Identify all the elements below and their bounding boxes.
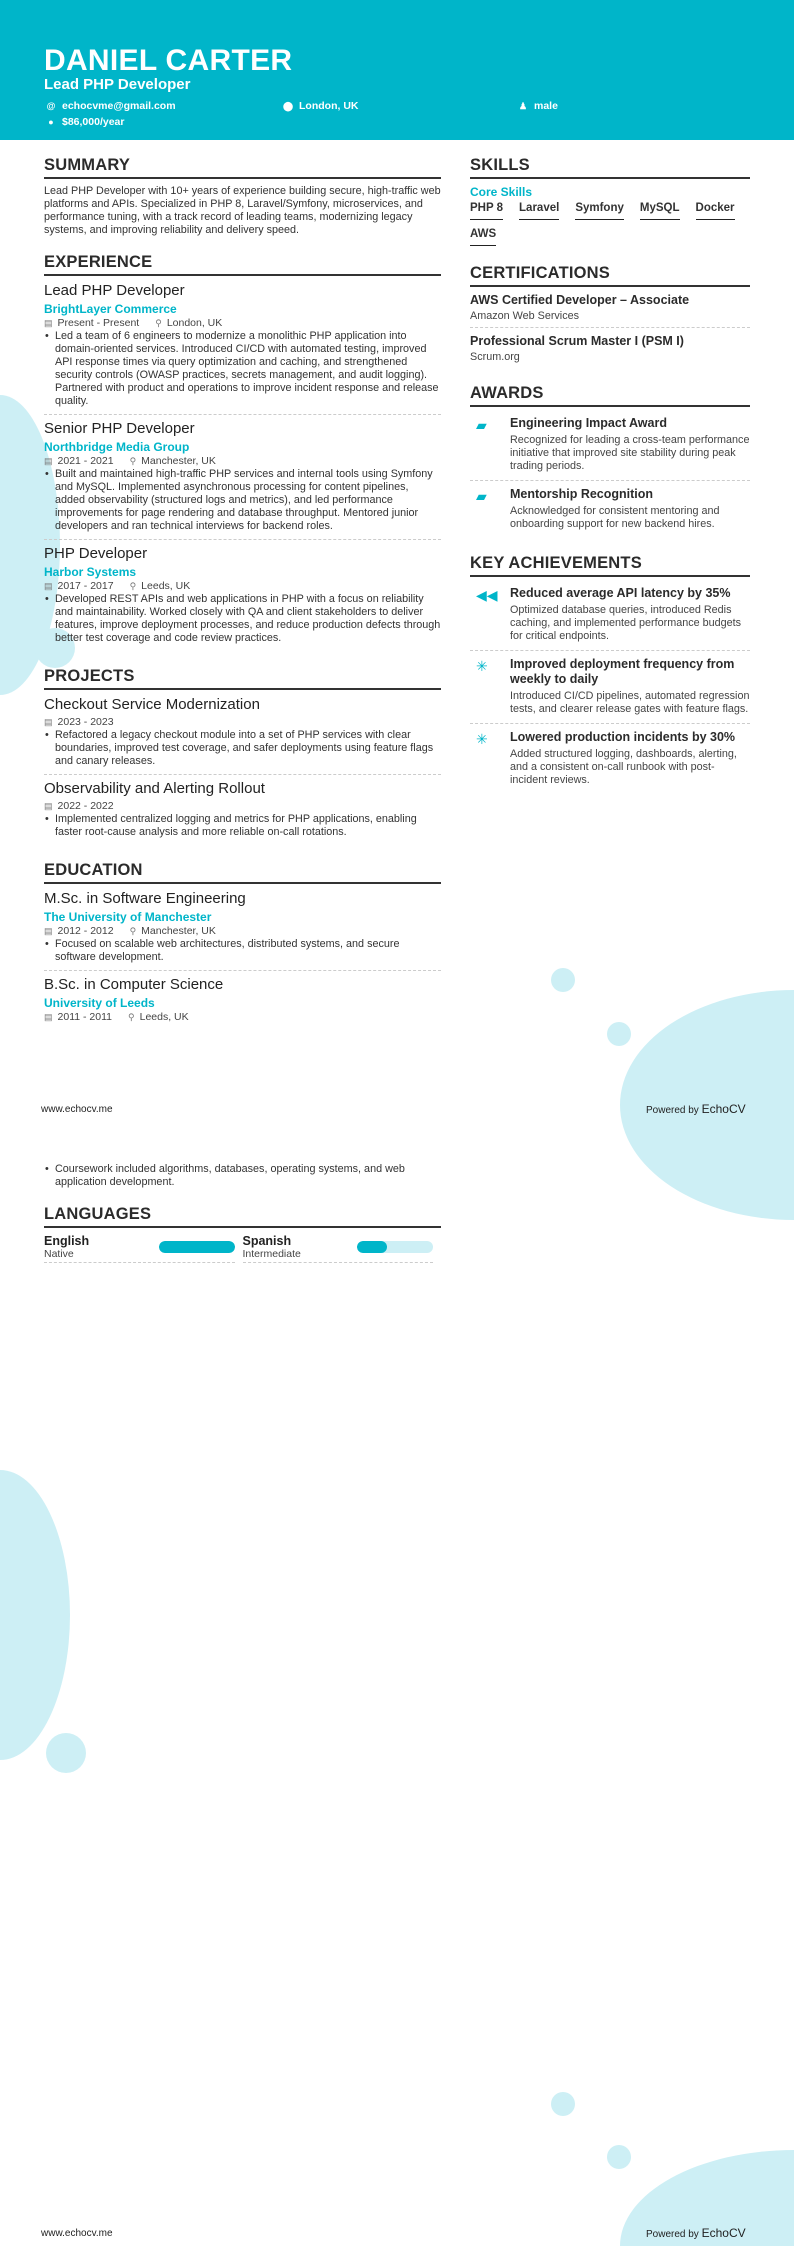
- proficiency-fill: [357, 1241, 387, 1253]
- language-item: [243, 1234, 434, 1263]
- skill-chip: AWS: [470, 228, 496, 246]
- job-title: Senior PHP Developer: [44, 420, 195, 437]
- languages-list: [44, 1234, 441, 1263]
- calendar-icon: ▤: [44, 581, 53, 591]
- decor-shape: [46, 1733, 86, 1773]
- location-pin-icon: ⬤: [283, 100, 294, 111]
- project-item: [44, 780, 441, 845]
- sparkle-icon: ✳: [476, 731, 488, 747]
- proficiency-bar: [159, 1241, 235, 1253]
- company: Northbridge Media Group: [44, 440, 190, 454]
- section-heading: CERTIFICATIONS: [470, 264, 750, 287]
- achievement-title: Improved deployment frequency from weekly to daily: [510, 657, 735, 686]
- section-heading: SUMMARY: [44, 156, 441, 179]
- contact-salary: ● $86,000/year: [46, 116, 124, 128]
- awards-section: [470, 384, 750, 538]
- school: The University of Manchester: [44, 910, 212, 924]
- bullet: • Coursework included algorithms, databases, operating systems, and web application development.: [44, 1163, 441, 1189]
- cert-name: AWS Certified Developer – Associate: [470, 293, 690, 307]
- proficiency-fill: [159, 1241, 235, 1253]
- footer-powered: Powered by EchoCV: [646, 2226, 746, 2240]
- skill-chip: MySQL: [640, 202, 680, 220]
- dates: 2012 - 2012: [57, 925, 114, 937]
- calendar-icon: ▤: [44, 717, 53, 727]
- location: Leeds, UK: [139, 1011, 189, 1023]
- decor-shape: [607, 2145, 631, 2169]
- contact-location: ⬤ London, UK: [283, 100, 359, 112]
- dates: 2022 - 2022: [57, 800, 114, 812]
- skills-section: [470, 156, 750, 246]
- dates: 2017 - 2017: [57, 580, 114, 592]
- education-item: [44, 890, 441, 971]
- degree: M.Sc. in Software Engineering: [44, 890, 246, 907]
- money-icon: ●: [48, 117, 54, 127]
- section-heading: SKILLS: [470, 156, 750, 179]
- dates: 2011 - 2011: [57, 1011, 113, 1023]
- bullet: • Refactored a legacy checkout module into a set of PHP services with clear boundaries, improved test coverage, and safer deployments using feature flags and canary releases.: [44, 729, 441, 768]
- project-item: [44, 696, 441, 775]
- location: Leeds, UK: [141, 580, 191, 592]
- section-heading: PROJECTS: [44, 667, 441, 690]
- proficiency-bar: [357, 1241, 433, 1253]
- footer-site[interactable]: www.echocv.me: [41, 1104, 113, 1115]
- bullet: • Focused on scalable web architectures, distributed systems, and secure software development.: [44, 938, 441, 964]
- language-level: Native: [44, 1248, 74, 1260]
- location: Manchester, UK: [141, 925, 216, 937]
- achievement-desc: Introduced CI/CD pipelines, automated regression tests, and clearer release gates with feature flags.: [510, 690, 750, 715]
- education-section: [44, 861, 441, 1030]
- rewind-icon: ◀◀: [476, 587, 498, 603]
- summary-section: [44, 156, 441, 237]
- footer-powered: Powered by EchoCV: [646, 1102, 746, 1116]
- language-item: [44, 1234, 235, 1263]
- location-pin-icon: ⚲: [129, 456, 137, 466]
- company: Harbor Systems: [44, 565, 137, 579]
- candidate-name: DANIEL CARTER: [44, 44, 293, 77]
- dates: 2021 - 2021: [57, 455, 114, 467]
- brand: EchoCV: [701, 2226, 746, 2240]
- candidate-title: Lead PHP Developer: [44, 76, 191, 93]
- award-title: Mentorship Recognition: [510, 487, 654, 501]
- location-pin-icon: ⚲: [129, 926, 137, 936]
- page2-left: [44, 1163, 441, 1263]
- award-title: Engineering Impact Award: [510, 416, 667, 430]
- contact-gender: ♟ male: [518, 100, 558, 112]
- decor-shape: [607, 1022, 631, 1046]
- section-heading: EDUCATION: [44, 861, 441, 884]
- left-column: [44, 156, 441, 1046]
- calendar-icon: ▤: [44, 926, 53, 936]
- award-document-icon: ▰: [476, 417, 487, 433]
- section-heading: EXPERIENCE: [44, 253, 441, 276]
- contact-email[interactable]: @ echocvme@gmail.com: [46, 100, 176, 112]
- decor-shape: [551, 2092, 575, 2116]
- language-level: Intermediate: [242, 1248, 301, 1260]
- cert-issuer: Scrum.org: [470, 351, 520, 363]
- job-title: Lead PHP Developer: [44, 282, 185, 299]
- award-document-check-icon: ▰: [476, 488, 487, 504]
- achievement-desc: Added structured logging, dashboards, alerting, and a consistent on-call runbook with post-incident reviews.: [510, 748, 737, 786]
- location-pin-icon: ⚲: [155, 318, 162, 328]
- summary-text: Lead PHP Developer with 10+ years of experience building secure, high-traffic web platforms and APIs. Specialized in PHP 8, Laravel/Symfony, microservices, and performance tuning, with a track record of leading teams, modernizing legacy systems, and improving reliability and delivery speed.: [44, 185, 441, 236]
- project-title: Observability and Alerting Rollout: [44, 780, 265, 797]
- experience-item: [44, 282, 441, 415]
- language-name: Spanish: [242, 1234, 292, 1248]
- at-icon: @: [46, 101, 56, 111]
- project-title: Checkout Service Modernization: [44, 696, 260, 713]
- bullet: • Built and maintained high-traffic PHP services and internal tools using Symfony and MySQL. Implemented asynchronous processing for content pipelines, added observability (structured logs and metrics), and led performance improvements for page rendering and database throughput. Mentored junior developers and ran technical interviews for backend roles.: [44, 468, 441, 533]
- achievements-section: [470, 554, 750, 794]
- location: London, UK: [166, 317, 223, 329]
- sparkle-icon: ✳: [476, 658, 488, 674]
- achievement-desc: Optimized database queries, introduced Redis caching, and implemented performance budgets for critical endpoints.: [510, 604, 742, 642]
- footer-site[interactable]: www.echocv.me: [41, 2228, 113, 2239]
- achievement-title: Reduced average API latency by 35%: [510, 586, 731, 600]
- section-heading: KEY ACHIEVEMENTS: [470, 554, 750, 577]
- calendar-icon: ▤: [44, 801, 53, 811]
- location-pin-icon: ⚲: [128, 1012, 135, 1022]
- location: Manchester, UK: [141, 455, 216, 467]
- dates: 2023 - 2023: [57, 716, 114, 728]
- header: [0, 0, 794, 140]
- experience-item: [44, 420, 441, 540]
- achievement-title: Lowered production incidents by 30%: [510, 730, 736, 744]
- skill-chip: Docker: [696, 202, 735, 220]
- certifications-section: [470, 264, 750, 368]
- skill-chip: PHP 8: [470, 202, 503, 220]
- award-desc: Recognized for leading a cross-team performance initiative that improved site stability during peak trading periods.: [510, 434, 750, 472]
- bullet: • Led a team of 6 engineers to modernize a monolithic PHP application into domain-oriented services. Introduced CI/CD with automated testing, improved API response times via query optimization and caching, and strengthened security controls (OWASP practices, secrets management, and audit logging). Partnered with product and operations to improve incident response and release quality.: [44, 330, 441, 408]
- calendar-icon: ▤: [44, 318, 53, 328]
- degree: B.Sc. in Computer Science: [44, 976, 224, 993]
- section-heading: AWARDS: [470, 384, 750, 407]
- award-desc: Acknowledged for consistent mentoring and onboarding support for new backend hires.: [510, 505, 720, 530]
- education-item: [44, 976, 441, 1030]
- calendar-icon: ▤: [44, 1012, 53, 1022]
- bullet: • Implemented centralized logging and metrics for PHP applications, enabling faster root-cause analysis and more reliable on-call rotations.: [44, 813, 441, 839]
- experience-section: [44, 253, 441, 651]
- skill-chip: Symfony: [575, 202, 624, 220]
- right-column: [470, 156, 750, 810]
- job-title: PHP Developer: [44, 545, 148, 562]
- skill-chip: Laravel: [519, 202, 559, 220]
- cert-name: Professional Scrum Master I (PSM I): [470, 334, 684, 348]
- brand: EchoCV: [701, 1102, 746, 1116]
- location-pin-icon: ⚲: [129, 581, 137, 591]
- projects-section: [44, 667, 441, 845]
- dates: Present - Present: [57, 317, 140, 329]
- section-heading: LANGUAGES: [44, 1205, 441, 1228]
- calendar-icon: ▤: [44, 456, 53, 466]
- skill-group: Core Skills: [470, 185, 533, 199]
- company: BrightLayer Commerce: [44, 302, 177, 316]
- experience-item: [44, 545, 441, 651]
- school: University of Leeds: [44, 996, 155, 1010]
- decor-shape: [0, 1470, 70, 1760]
- person-icon: ♟: [518, 100, 528, 111]
- bullet: • Developed REST APIs and web applications in PHP with a focus on reliability and maintainability. Worked closely with QA and client stakeholders to deliver features, improve deployment processes, and reduce production defects through better test coverage and code review practices.: [44, 593, 441, 645]
- cert-issuer: Amazon Web Services: [470, 310, 580, 322]
- decor-shape: [551, 968, 575, 992]
- language-name: English: [44, 1234, 90, 1248]
